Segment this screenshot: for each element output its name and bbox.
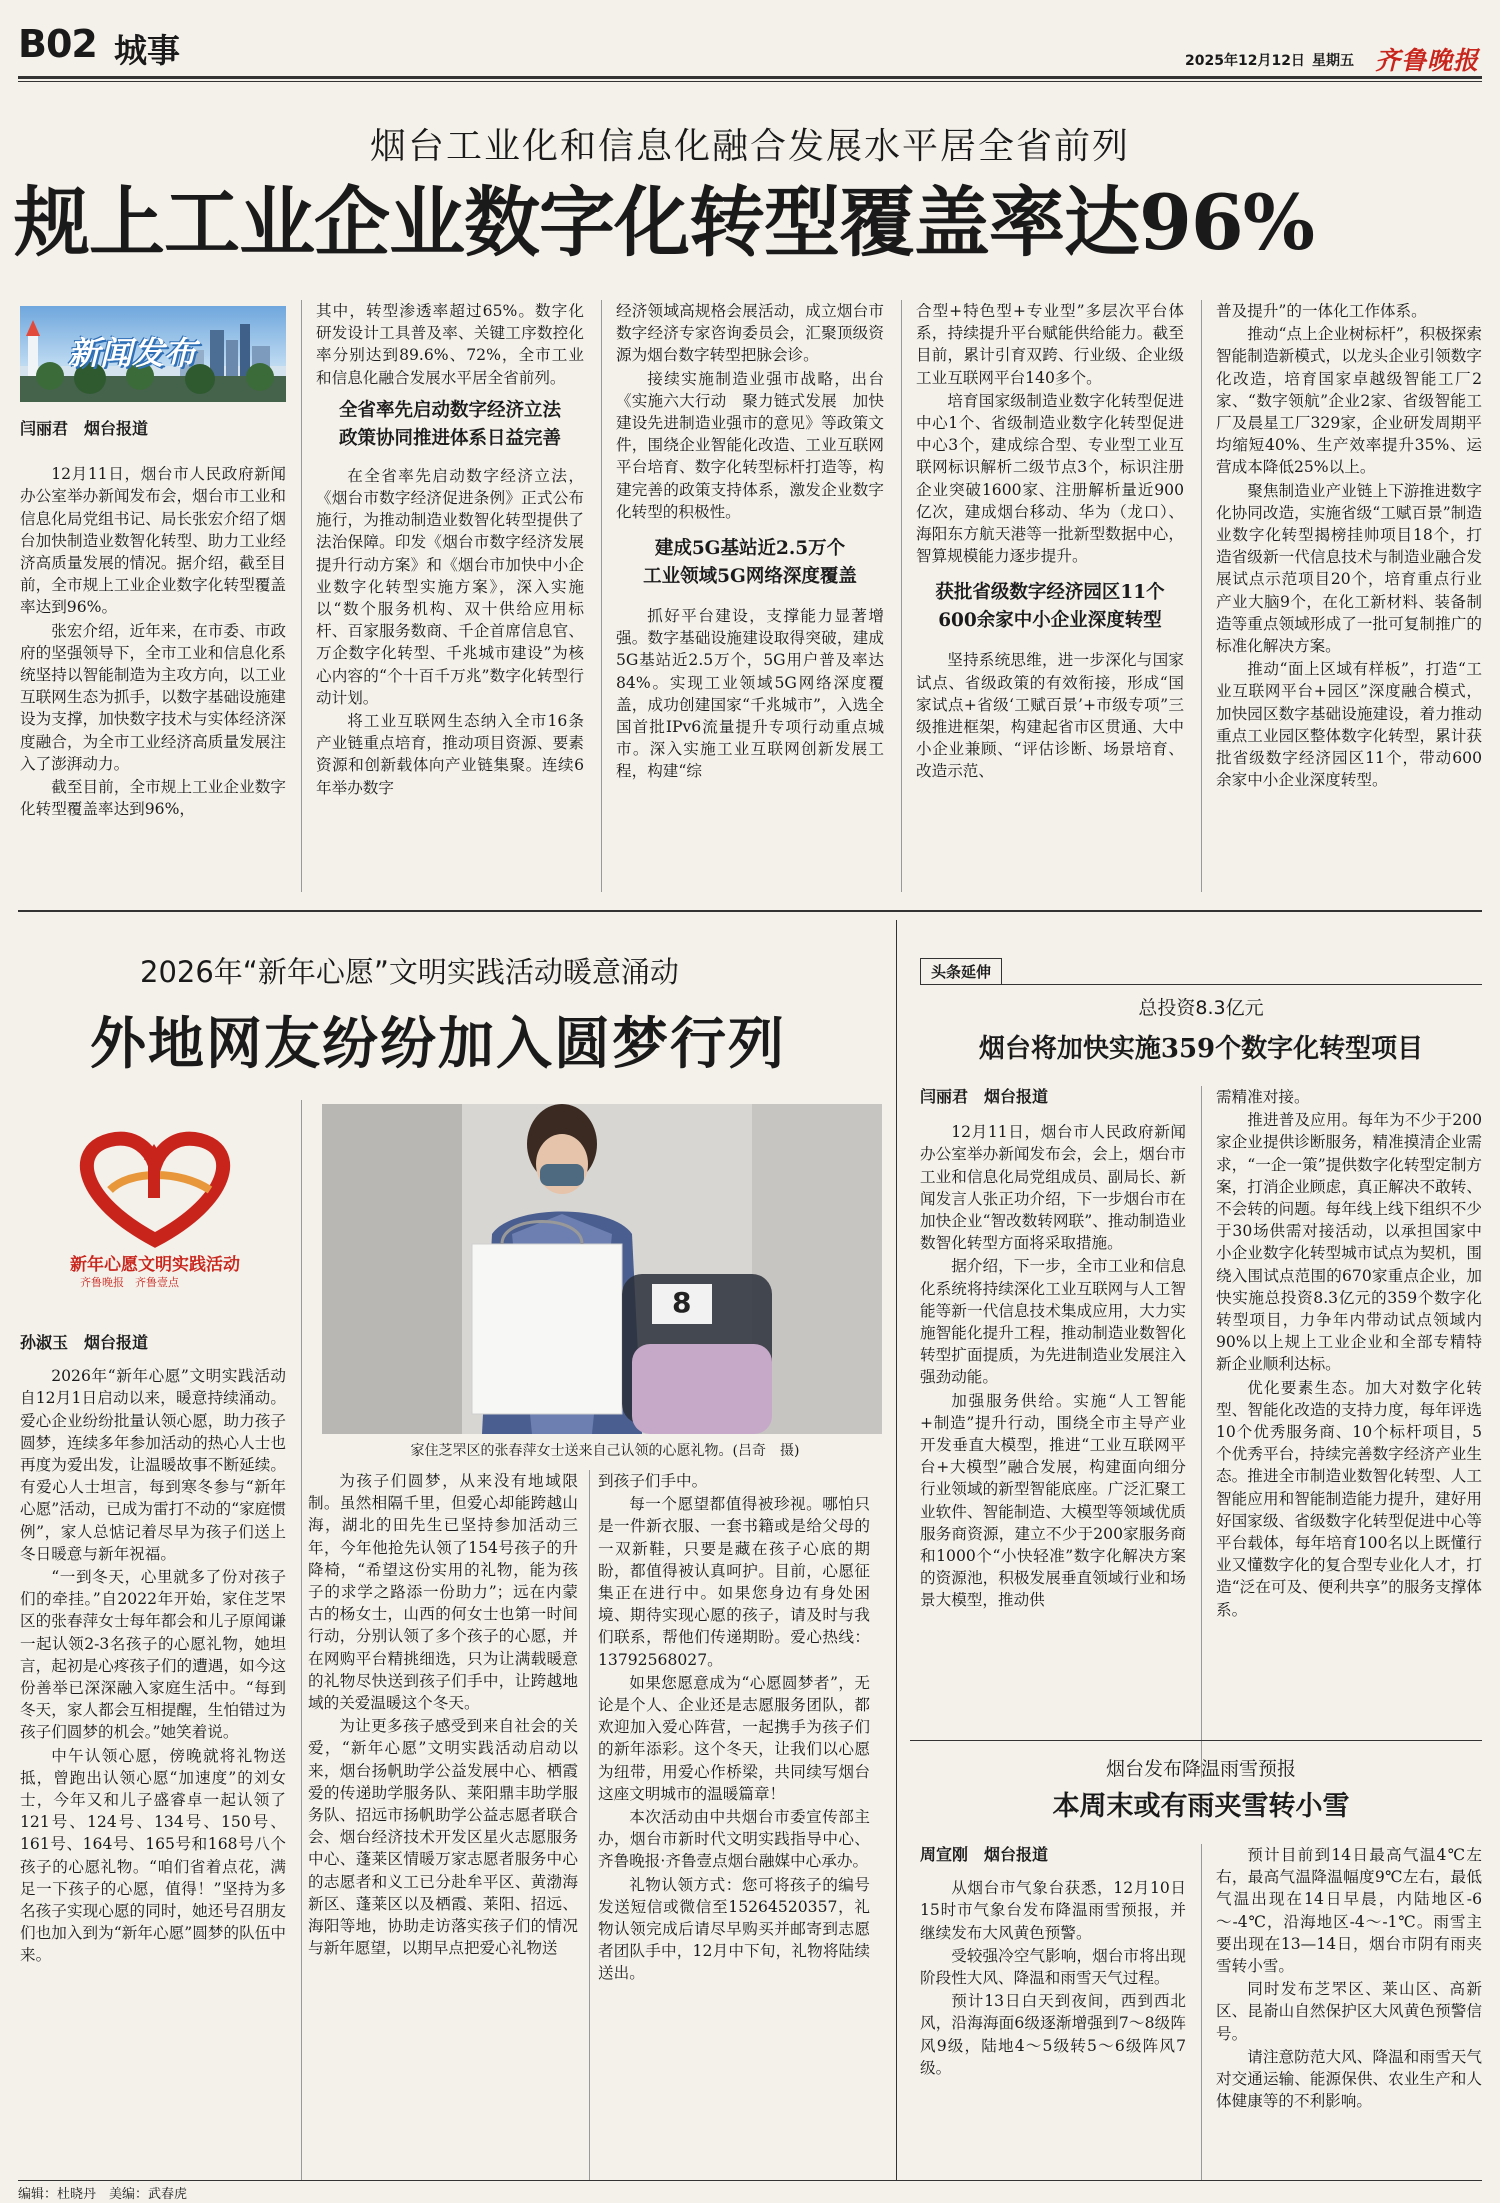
article1-paragraph: 12月11日，烟台市人民政府新闻办公室举办新闻发布会，烟台市工业和信息化局党组书记、局长张宏介绍了烟台加快制造业数智化转型、助力工业经济高质量发展的情况。据介绍，截至目前，全市规上工业企业数字化转型覆盖率达到96%。 [20,465,286,617]
article1-paragraph: 将工业互联网生态纳入全市16条产业链重点培育，推动项目资源、要素资源和创新载体向产业链集聚。连续6年举办数字 [316,712,584,797]
article2-paragraph: 2026年“新年心愿”文明实践活动自12月1日启动以来，暖意持续涌动。爱心企业纷纷批量认领心愿，助力孩子圆梦，连续多年参加活动的热心人士也再度为爱出发，让温暖故事不断延续。有爱心人士坦言，每到寒冬参与“新年心愿”活动，已成为雷打不动的“家庭惯例”，家人总惦记着尽早为孩子们送上冬日暖意与新年祝福。 [20,1367,286,1563]
article3-paragraph: 优化要素生态。加大对数字化转型、智能化改造的支持力度，每年评选10个优秀服务商、10个标杆项目，5个优秀平台，持续完善数字经济产业生态。推进全市制造业数智化转型、人工智能应用和智能制造能力提升，建好用好国家级、省级数字化转型促进中心等平台载体，每年培育100名以上既懂行业又懂数字化的复合型专业化人才，打造“泛在可及、便利共享”的服务支撑体系。 [1216,1378,1482,1619]
article1-paragraph: 聚焦制造业产业链上下游推进数字化协同改造，实施省级“工赋百景”制造业数字化转型揭榜挂帅项目18个，打造省级新一代信息技术与制造业融合发展试点示范项目20个，培育重点行业产业大脑9个，在化工新材料、装备制造等重点领域形成了一批可复制推广的标准化解决方案。 [1216,481,1482,656]
article1-paragraph: 合型+特色型+专业型”多层次平台体系，持续提升平台赋能供给能力。截至目前，累计引育双跨、行业级、企业级工业互联网平台140多个。 [916,302,1184,387]
article2-paragraph: 中午认领心愿，傍晚就将礼物送抵，曾跑出认领心愿“加速度”的刘女士，今年又和儿子盛睿卓一起认领了121号、124号、134号、150号、161号、164号、165号和168号八个孩子的心愿礼物。“咱们省着点花，满足一下孩子的心愿，值得！”坚持为多名孩子实现心愿的同时，她还号召朋友们也加入到为“新年心愿”圆梦的队伍中来。 [20,1746,286,1965]
news-release-banner [20,306,286,402]
article2-paragraph: 到孩子们手中。 [598,1472,708,1490]
article2-paragraph: 如果您愿意成为“心愿圆梦者”，无论是个人、企业还是志愿服务团队，都欢迎加入爱心阵营，一起携手为孩子们的新年添彩。这个冬天，让我们以心愿为纽带，用爱心作桥梁，共同续写烟台这座文明城市的温暖篇章！ [598,1673,870,1803]
article3-column-1 [920,1086,1186,1778]
section-title: 城事 [114,31,180,70]
column-divider [601,300,602,892]
article4-byline: 周宣刚 烟台报道 [920,1845,1049,1864]
article4-paragraph: 预计13日白天到夜间，西到西北风，沿海海面6级逐渐增强到7～8级阵风9级，陆地4～5级转5～6级阵风7级。 [920,1992,1186,2077]
article1-column-5 [1216,300,1482,892]
article3-paragraph: 需精准对接。 [1216,1088,1310,1106]
article1-column-2 [316,300,584,892]
article2-column-3 [598,1470,870,2180]
article2-paragraph: 每一个愿望都值得被珍视。哪怕只是一件新衣服、一套书籍或是给父母的一双新鞋，只要是藏在孩子心底的期盼，都值得被认真呵护。目前，心愿征集正在进行中。如果您身边有身处困境、期待实现心愿的孩子，请及时与我们联系，帮他们传递期盼。爱心热线：13792568027。 [598,1495,870,1669]
subhead-line: 政策协同推进体系日益完善 [338,427,561,449]
article1-subhead-2 [616,535,884,591]
article1-paragraph: 推动“面上区域有样板”，打造“工业互联网平台+园区”深度融合模式，加快园区数字基础设施建设，着力推动重点工业园区整体数字化转型，累计获批省级数字经济园区11个，带动600余家中小企业深度转型。 [1216,660,1482,790]
issue-weekday: 星期五 [1312,53,1354,69]
article1-paragraph: 截至目前，全市规上工业企业数字化转型覆盖率达到96%， [20,778,286,819]
article2-byline: 孙淑玉 烟台报道 [20,1333,149,1352]
subhead-line: 600余家中小企业深度转型 [938,610,1162,632]
article4-paragraph: 受较强冷空气影响，烟台市将出现阶段性大风、降温和雨雪天气过程。 [920,1946,1186,1988]
volunteer-photo [322,1104,882,1434]
article1-paragraph: 推动“点上企业树标杆”，积极探索智能制造新模式，以龙头企业引领数字化改造，培育国家卓越级智能工厂2家、“数字领航”企业2家、省级智能工厂及晨星工厂329家，企业研发周期平均缩短40%、生产效率提升35%、运营成本降低25%以上。 [1216,325,1482,477]
logo-title: 新年心愿文明实践活动 [70,1255,240,1275]
subhead-line: 工业领域5G网络深度覆盖 [643,566,857,588]
article1-paragraph: 抓好平台建设，支撑能力显著增强。数字基础设施建设取得突破，建成5G基站近2.5万个，5G用户普及率达84%。实现工业领域5G网络深度覆盖，成功创建国家“千兆城市”，入选全国首批IPv6流量提升专项行动重点城市。深入实施工业互联网创新发展工程，构建“综 [616,607,884,781]
article1-subhead-3 [916,579,1184,635]
article2-paragraph: 为让更多孩子感受到来自社会的关爱，“新年心愿”文明实践活动启动以来，烟台扬帆助学公益发展中心、栖霞爱的传递助学服务队、莱阳鼎丰助学服务队、招远市扬帆助学公益志愿者联合会、烟台经济技术开发区星火志愿服务中心、蓬莱区情暖万家志愿者服务中心的志愿者和义工已分赴牟平区、黄渤海新区、蓬莱区以及栖霞、莱阳、招远、海阳等地，协助走访落实孩子们的情况与新年愿望，以期早点把爱心礼物送 [308,1717,578,1958]
article3-byline: 闫丽君 烟台报道 [920,1087,1049,1106]
article3-tag: 头条延伸 [920,958,1002,985]
masthead-rule [18,76,1482,79]
article2-paragraph: “一到冬天，心里就多了份对孩子们的牵挂。”自2022年开始，家住芝罘区的张春萍女士每年都会和儿子原闻谦一起认领2-3名孩子的心愿礼物，她坦言，起初是心疼孩子们的遭遇，如今这份善举已深深融入家庭生活中。“每到冬天，家人都会互相提醒，生怕错过为孩子们圆梦的机会。”她笑着说。 [20,1568,286,1742]
article2-paragraph: 为孩子们圆梦，从来没有地域限制。虽然相隔千里，但爱心却能跨越山海，湖北的田先生已坚持参加活动三年，今年他抢先认领了154号孩子的升降椅，“希望这份实用的礼物，能为孩子的求学之路添一份助力”；远在内蒙古的杨女士，山西的何女士也第一时间行动，分别认领了多个孩子的心愿，并在网购平台精挑细选，只为让满载暖意的礼物尽快送到孩子们手中，让跨越地域的关爱温暖这个冬天。 [308,1472,578,1713]
article1-paragraph: 培育国家级制造业数字化转型促进中心1个、省级制造业数字化转型促进中心3个，建成综合型、专业型工业互联网标识解析二级节点3个，标识注册企业突破1600家、注册解析量近900亿次，建成烟台移动、华为（龙口）、海阳东方航天港等一批新型数据中心，智算规模能力逐步提升。 [916,391,1184,566]
article1-paragraph: 其中，转型渗透率超过65%。数字化研发设计工具普及率、关键工序数控化率分别达到89.6%、72%，全市工业和信息化融合发展水平居全省前列。 [316,302,584,387]
subhead-line: 全省率先启动数字经济立法 [338,399,561,421]
editor-credits: 编辑：杜晓丹 美编：武春虎 [18,2187,188,2202]
article4-paragraph: 预计目前到14日最高气温4℃左右，最高气温降温幅度9℃左右，最低气温出现在14日早晨，内陆地区-6～-4℃，沿海地区-4～-1℃。雨雪主要出现在13—14日，烟台市阴有雨夹雪转小雪。 [1216,1846,1482,1976]
article4-headline: 本周末或有雨夹雪转小雪 [1052,1791,1350,1822]
article2-paragraph: 礼物认领方式：您可将孩子的编号发送短信或微信至15264520357，礼物认领完成后请尽早购买并邮寄到志愿者团队手中，12月中下旬，礼物将陆续送出。 [598,1875,870,1983]
article2-paragraph: 本次活动由中共烟台市委宣传部主办，烟台市新时代文明实践指导中心、齐鲁晚报·齐鲁壹点烟台融媒中心承办。 [598,1808,870,1871]
article1-subhead-1 [316,397,584,453]
article3-kicker: 总投资8.3亿元 [1138,997,1264,1019]
heart-lighthouse-icon [40,1120,270,1250]
article4-paragraph: 同时发布芝罘区、莱山区、高新区、昆嵛山自然保护区大风黄色预警信号。 [1216,1980,1482,2043]
article2-column-2 [308,1470,578,2180]
article4-column-2 [1216,1844,1482,2180]
article1-paragraph: 坚持系统思维，进一步深化与国家试点、省级政策的有效衔接，形成“国家试点+省级‘工赋百景’+市级专项”三级推进框架，构建起省市区贯通、大中小企业兼顾、“评估诊断、场景培育、改造示范、 [916,651,1184,781]
article1-paragraph: 在全省率先启动数字经济立法，《烟台市数字经济促进条例》正式公布施行，为推动制造业数智化转型提供了法治保障。印发《烟台市数字经济发展提升行动方案》和《烟台市加快中小企业数字化转型实施方案》，深入实施以“数个服务机构、双十供给应用标杆、百家服务数商、千企首席信息官、万企数字化转型、千兆城市建设”为核心内容的“个十百千万兆”数字化转型行动计划。 [316,466,584,707]
article3-paragraph: 12月11日，烟台市人民政府新闻办公室举办新闻发布会，会上，烟台市工业和信息化局党组成员、副局长、新闻发言人张正功介绍，下一步烟台市在加快企业“智改数转网联”、推动制造业数智化转型方面将采取措施。 [920,1123,1186,1253]
footer-rule [18,2180,1482,2181]
column-divider [301,300,302,892]
logo-sponsor-2: 齐鲁壹点 [135,1276,179,1289]
article1-paragraph: 普及提升”的一体化工作体系。 [1216,302,1427,320]
article1-column-4 [916,300,1184,892]
section-divider [18,910,1482,912]
article2-kicker: 2026年“新年心愿”文明实践活动暖意涌动 [140,955,679,989]
masthead-rule-thin [18,81,1482,82]
section-vertical-divider [896,920,897,2180]
article1-headline: 规上工业企业数字化转型覆盖率达96% [14,178,1314,267]
subhead-line: 建成5G基站近2.5万个 [654,538,846,560]
column-divider [589,1470,590,2180]
article2-headline: 外地网友纷纷加入圆梦行列 [90,1011,786,1077]
article1-paragraph: 经济领域高规格会展活动，成立烟台市数字经济专家咨询委员会，汇聚顶级资源为烟台数字转型把脉会诊。 [616,302,884,365]
issue-date: 2025年12月12日 [1185,53,1305,69]
banner-title: 新闻发布 [68,334,197,372]
logo-sponsor [80,1274,179,1290]
photo-caption: 家住芝罘区的张春萍女士送来自己认领的心愿礼物。(吕奇 摄) [410,1443,800,1459]
article1-paragraph: 张宏介绍，近年来，在市委、市政府的坚强领导下，全市工业和信息化系统坚持以智能制造为主攻方向，以工业互联网生态为抓手，以数字基础设施建设为支撑，加快数字技术与实体经济深度融合，为全市工业经济高质量发展注入了澎湃动力。 [20,621,286,773]
article4-kicker: 烟台发布降温雨雪预报 [1105,1758,1296,1780]
article3-paragraph: 据介绍，下一步，全市工业和信息化系统将持续深化工业互联网与人工智能等新一代信息技术集成应用，大力实施智能化提升工程，推动制造业数智化转型扩面提质，为先进制造业发展注入强劲动能。 [920,1257,1186,1387]
article4-paragraph: 请注意防范大风、降温和雨雪天气对交通运输、能源保供、农业生产和人体健康等的不利影响。 [1216,2047,1482,2111]
newspaper-logo: 齐鲁晚报 [1375,46,1480,75]
column-divider [1201,1086,1202,1778]
column-divider [1201,1844,1202,2180]
column-divider [901,300,902,892]
bag-number-label: 8 [672,1286,692,1319]
article1-paragraph: 接续实施制造业强市战略，出台《实施六大行动 聚力链式发展 加快建设先进制造业强市的意见》等政策文件，围绕企业智能化改造、工业互联网平台培育、数字化转型标杆打造等，构建完善的政策支持体系，激发企业数字化转型的积极性。 [616,369,884,521]
article1-kicker: 烟台工业化和信息化融合发展水平居全省前列 [369,126,1130,167]
column-divider [1201,300,1202,892]
tag-underline [920,984,1482,985]
logo-sponsor-1: 齐鲁晚报 [80,1276,124,1289]
wish-campaign-logo [40,1120,270,1290]
article1-byline: 闫丽君 烟台报道 [20,419,149,438]
article1-column-3 [616,300,884,892]
article1-column-1 [20,418,286,890]
article3-column-2 [1216,1086,1482,1778]
subhead-line: 获批省级数字经济园区11个 [935,582,1165,604]
article4-column-1 [920,1844,1186,2180]
article2-column-1 [20,1332,286,2180]
article3-paragraph: 加强服务供给。实施“人工智能+制造”提升行动，围绕全市主导产业开发垂直大模型，推进“工业互联网平台+大模型”融合发展，构建面向细分行业领域的新型智能底座。广泛汇聚工业软件、智能制造、大模型等领域优质服务商资源，建立不少于200家服务商和1000个“小快轻准”数字化解决方案的资源池，积极发展垂直领域行业和场景大模型，推动供 [920,1391,1186,1610]
article3-paragraph: 推进普及应用。每年为不少于200家企业提供诊断服务，精准摸清企业需求，“一企一策”提供数字化转型定制方案，打消企业顾虑，真正解决不敢转、不会转的问题。每年线上线下组织不少于30场供需对接活动，以承担国家中小企业数字化转型城市试点为契机，围绕入围试点范围的670家重点企业，加快实施总投资8.3亿元的359个数字化转型项目，力争年内带动试点领域内90%以上规上工业企业和全部专精特新企业顺利达标。 [1216,1111,1482,1374]
person-with-gift-bags-image [322,1104,882,1434]
article3-headline: 烟台将加快实施359个数字化转型项目 [978,1034,1424,1064]
column-divider [301,1100,302,2180]
page-number: B02 [18,22,97,66]
section-divider [910,1740,1482,1741]
article4-paragraph: 从烟台市气象台获悉，12月10日15时市气象台发布降温雨雪预报，并继续发布大风黄色预警。 [920,1879,1186,1942]
